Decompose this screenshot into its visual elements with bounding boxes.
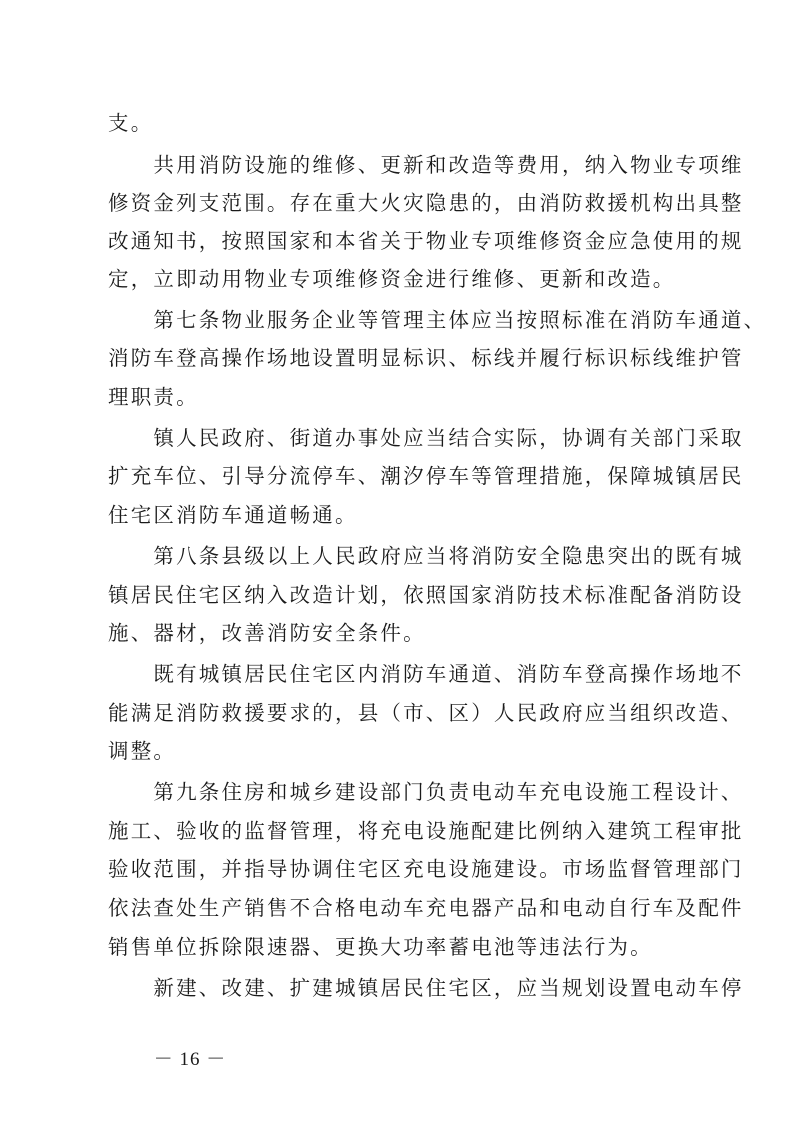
text-line: 能满足消防救援要求的，县（市、区）人民政府应当组织改造、: [108, 701, 744, 725]
text-line: 住宅区消防车通道畅通。: [108, 503, 358, 527]
text-line: 改通知书，按照国家和本省关于物业专项维修资金应急使用的规: [108, 229, 744, 253]
text-line: 施工、验收的监督管理，将充电设施配建比例纳入建筑工程审批: [108, 819, 744, 843]
text-line: 第九条住房和城乡建设部门负责电动车充电设施工程设计、: [108, 780, 744, 804]
text-line: 调整。: [108, 739, 177, 763]
text-line: 镇居民住宅区纳入改造计划，依照国家消防技术标准配备消防设: [108, 583, 744, 607]
text-line: 消防车登高操作场地设置明显标识、标线并履行标识标线维护管: [108, 346, 744, 370]
text-line: 扩充车位、引导分流停车、潮汐停车等管理措施，保障城镇居民: [108, 464, 744, 488]
text-line: 镇人民政府、街道办事处应当结合实际，协调有关部门采取: [108, 426, 744, 450]
text-line: 定，立即动用物业专项维修资金进行维修、更新和改造。: [108, 267, 676, 291]
text-line: 施、器材，改善消防安全条件。: [108, 621, 426, 645]
text-line: 依法查处生产销售不合格电动车充电器产品和电动自行车及配件: [108, 896, 744, 920]
text-line: 共用消防设施的维修、更新和改造等费用，纳入物业专项维: [108, 153, 744, 177]
text-line: 支。: [108, 111, 154, 135]
text-line: 销售单位拆除限速器、更换大功率蓄电池等违法行为。: [108, 935, 653, 959]
text-line: 第七条物业服务企业等管理主体应当按照标准在消防车通道、: [108, 308, 767, 332]
text-line: 既有城镇居民住宅区内消防车通道、消防车登高操作场地不: [108, 662, 744, 686]
text-line: 修资金列支范围。存在重大火灾隐患的，由消防救援机构出具整: [108, 191, 744, 215]
text-line: 第八条县级以上人民政府应当将消防安全隐患突出的既有城: [108, 544, 744, 568]
text-line: 验收范围，并指导协调住宅区充电设施建设。市场监督管理部门: [108, 857, 744, 881]
text-line: 理职责。: [108, 385, 199, 409]
text-line: 新建、改建、扩建城镇居民住宅区，应当规划设置电动车停: [108, 976, 744, 1000]
page-number: － 16 －: [153, 1049, 227, 1070]
